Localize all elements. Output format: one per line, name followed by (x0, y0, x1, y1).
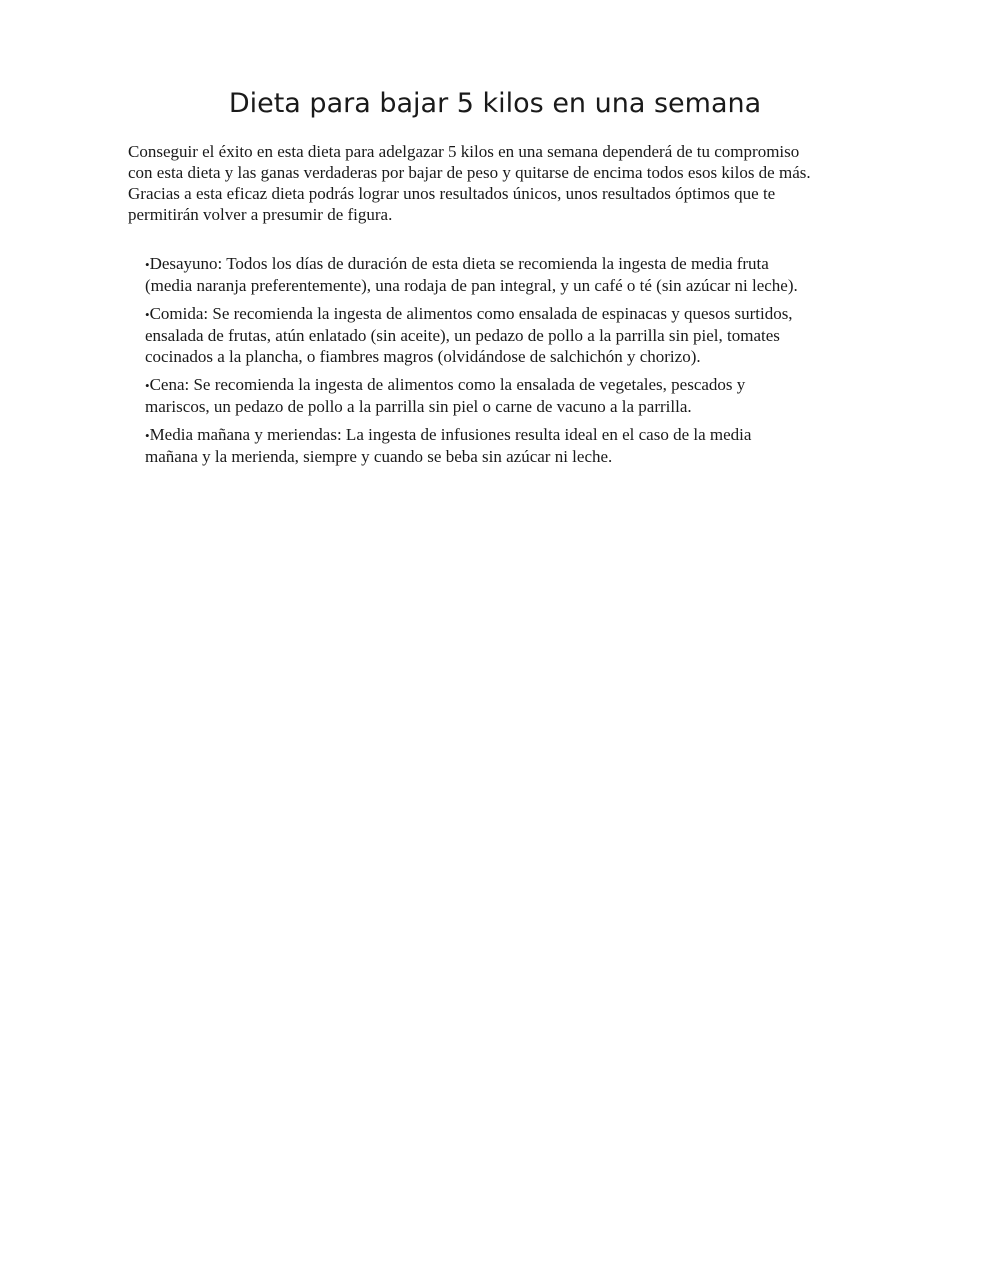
list-item-meriendas (145, 424, 885, 467)
intro-line: Conseguir el éxito en esta dieta para adelgazar 5 kilos en una semana dependerá de tu compromiso (128, 142, 800, 161)
bullet-icon: • (145, 257, 150, 272)
item-line: mañana y la merienda, siempre y cuando se beba sin azúcar ni leche. (145, 447, 613, 466)
diet-list (145, 253, 885, 474)
item-line (145, 374, 885, 396)
list-item-cena (145, 374, 885, 417)
intro-line: Gracias a esta eficaz dieta podrás lograr unos resultados únicos, unos resultados óptimos que te (128, 184, 776, 203)
bullet-icon: • (145, 378, 150, 393)
intro-line: con esta dieta y las ganas verdaderas por bajar de peso y quitarse de encima todos esos kilos de más. (128, 163, 811, 182)
intro-line: permitirán volver a presumir de figura. (128, 205, 393, 224)
bullet-icon: • (145, 307, 150, 322)
item-text: Media mañana y meriendas: La ingesta de infusiones resulta ideal en el caso de la media (149, 425, 752, 444)
item-text: Desayuno: Todos los días de duración de esta dieta se recomienda la ingesta de media fruta (149, 254, 769, 273)
item-line (145, 424, 885, 446)
list-item-desayuno (145, 253, 885, 296)
item-line (145, 253, 885, 275)
item-text: Comida: Se recomienda la ingesta de alimentos como ensalada de espinacas y quesos surtidos, (149, 304, 793, 323)
item-line (145, 303, 885, 325)
item-line: ensalada de frutas, atún enlatado (sin aceite), un pedazo de pollo a la parrilla sin piel, tomates (145, 326, 780, 345)
item-line: cocinados a la plancha, o fiambres magros (olvidándose de salchichón y chorizo). (145, 347, 701, 366)
intro-paragraph (128, 141, 888, 225)
bullet-icon: • (145, 428, 150, 443)
list-item-comida (145, 303, 885, 367)
page-title: Dieta para bajar 5 kilos en una semana (228, 88, 762, 119)
item-text: Cena: Se recomienda la ingesta de alimentos como la ensalada de vegetales, pescados y (149, 375, 746, 394)
item-line: mariscos, un pedazo de pollo a la parrilla sin piel o carne de vacuno a la parrilla. (145, 397, 692, 416)
item-line: (media naranja preferentemente), una rodaja de pan integral, y un café o té (sin azúcar ni leche). (145, 276, 798, 295)
